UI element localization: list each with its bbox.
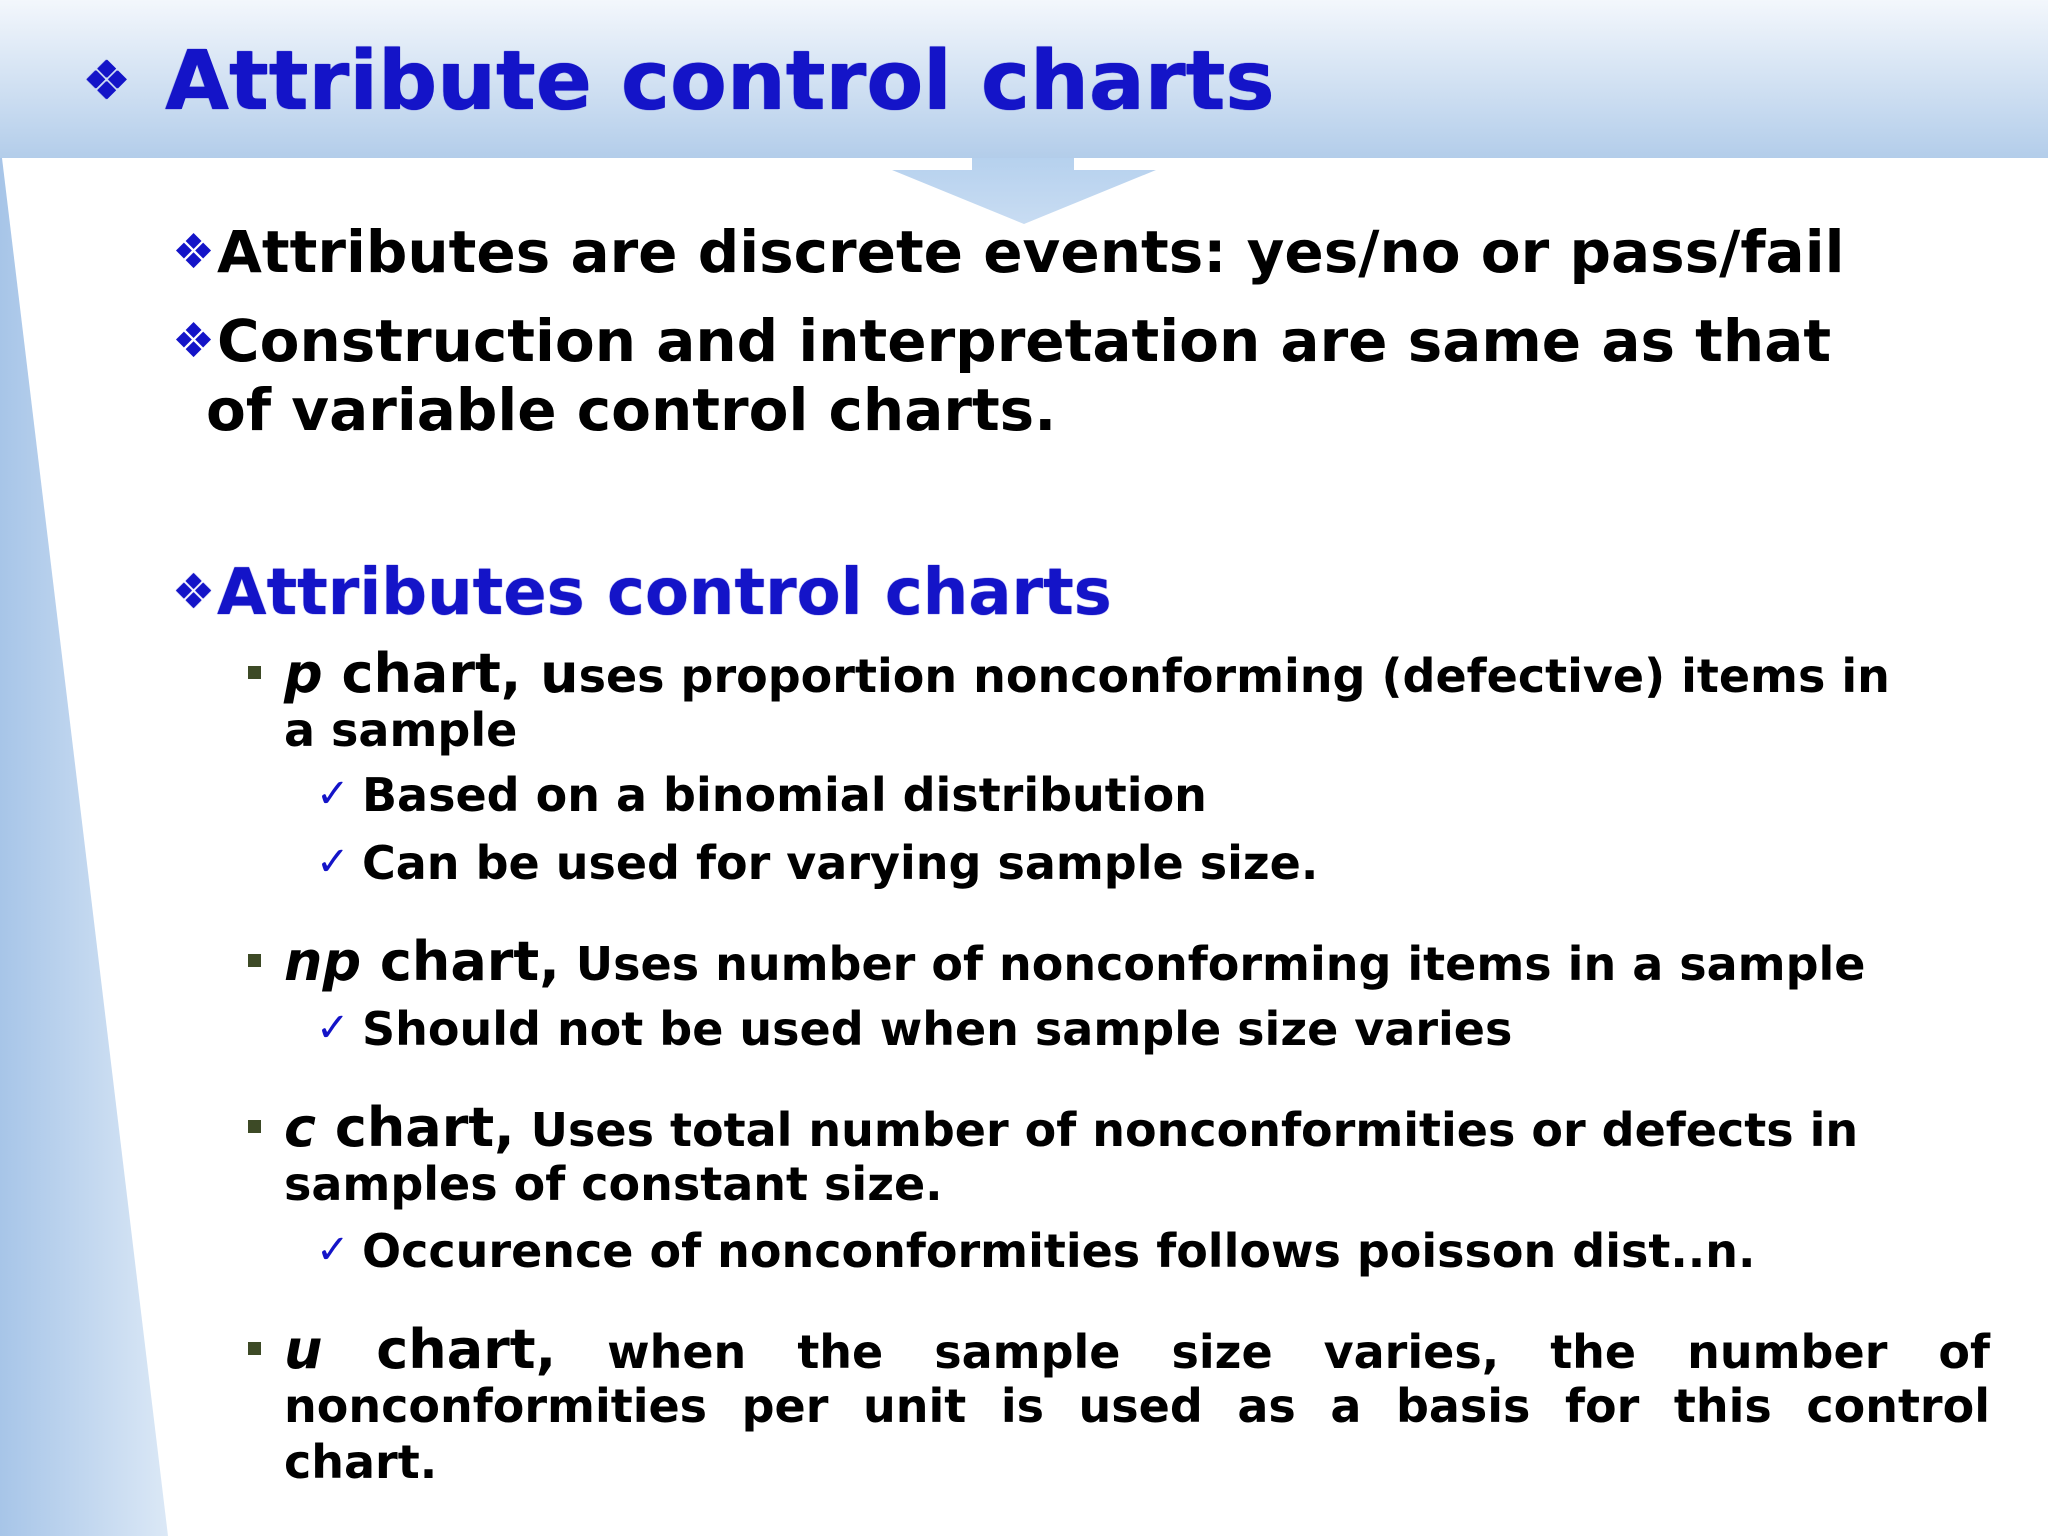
chart-word: chart, u — [322, 642, 579, 705]
check-icon: ✓ — [316, 1227, 350, 1273]
u-chart-desc-cont: nonconformities per unit is used as a basis for this control — [284, 1379, 1990, 1433]
sub-text: Can be used for varying sample size. — [362, 836, 1319, 890]
u-chart-item — [284, 1318, 1990, 1381]
p-chart-desc: ses proportion nonconforming (defective) items in — [578, 649, 1890, 703]
check-icon: ✓ — [316, 839, 350, 885]
square-bullet-icon — [248, 1120, 261, 1133]
c-chart-item — [284, 1096, 1859, 1159]
slide-title — [82, 34, 1274, 129]
sub-text: Based on a binomial distribution — [362, 768, 1207, 822]
bullet-text: Construction and interpretation are same as that — [217, 307, 1832, 375]
diamond-icon: ❖ — [172, 564, 216, 620]
square-bullet-icon — [248, 954, 261, 967]
p-chart-sub-1 — [316, 766, 1207, 823]
header-arrow — [892, 158, 1156, 224]
diamond-icon: ❖ — [172, 313, 216, 369]
diamond-icon: ❖ — [172, 224, 216, 280]
chart-word: chart, — [316, 1096, 515, 1159]
sub-text: Occurence of nonconformities follows poisson dist..n. — [362, 1224, 1756, 1278]
bullet-construction — [172, 307, 1831, 375]
p-chart-desc-cont: a sample — [284, 703, 518, 757]
p-chart-item — [284, 642, 1890, 705]
bullet-attributes-discrete — [172, 218, 1844, 286]
np-chart-sub-1 — [316, 1000, 1512, 1057]
chart-word: chart, — [322, 1318, 557, 1381]
c-chart-sub-1 — [316, 1222, 1756, 1279]
diamond-icon: ❖ — [82, 49, 131, 112]
left-side-band — [0, 158, 168, 1536]
check-icon: ✓ — [316, 771, 350, 817]
p-chart-sub-2 — [316, 834, 1318, 891]
sub-text: Should not be used when sample size varies — [362, 1002, 1513, 1056]
square-bullet-icon — [248, 666, 261, 679]
p-symbol: p — [284, 642, 323, 705]
square-bullet-icon — [248, 1342, 261, 1355]
bullet-text: Attributes are discrete events: yes/no or pass/fail — [217, 218, 1845, 286]
check-icon: ✓ — [316, 1005, 350, 1051]
slide-title-text: Attribute control charts — [164, 34, 1275, 129]
u-chart-desc-end: chart. — [284, 1435, 438, 1489]
c-chart-name — [284, 1096, 515, 1159]
chart-word: chart, — [361, 930, 560, 993]
section-title — [172, 556, 1112, 630]
c-chart-desc: Uses total number of nonconformities or defects in — [514, 1103, 1859, 1157]
c-chart-desc-cont: samples of constant size. — [284, 1157, 943, 1211]
u-chart-name — [284, 1318, 556, 1381]
section-title-text: Attributes control charts — [217, 556, 1112, 630]
u-symbol: u — [284, 1318, 323, 1381]
bullet-construction-cont: of variable control charts. — [206, 376, 1057, 444]
c-symbol: c — [284, 1096, 317, 1159]
np-chart-item — [284, 930, 1866, 993]
np-symbol: np — [284, 930, 362, 993]
p-chart-name — [284, 642, 579, 705]
u-chart-desc: when the sample size varies, the number of — [556, 1325, 1990, 1379]
np-chart-name — [284, 930, 560, 993]
np-chart-desc: Uses number of nonconforming items in a sample — [559, 937, 1866, 991]
